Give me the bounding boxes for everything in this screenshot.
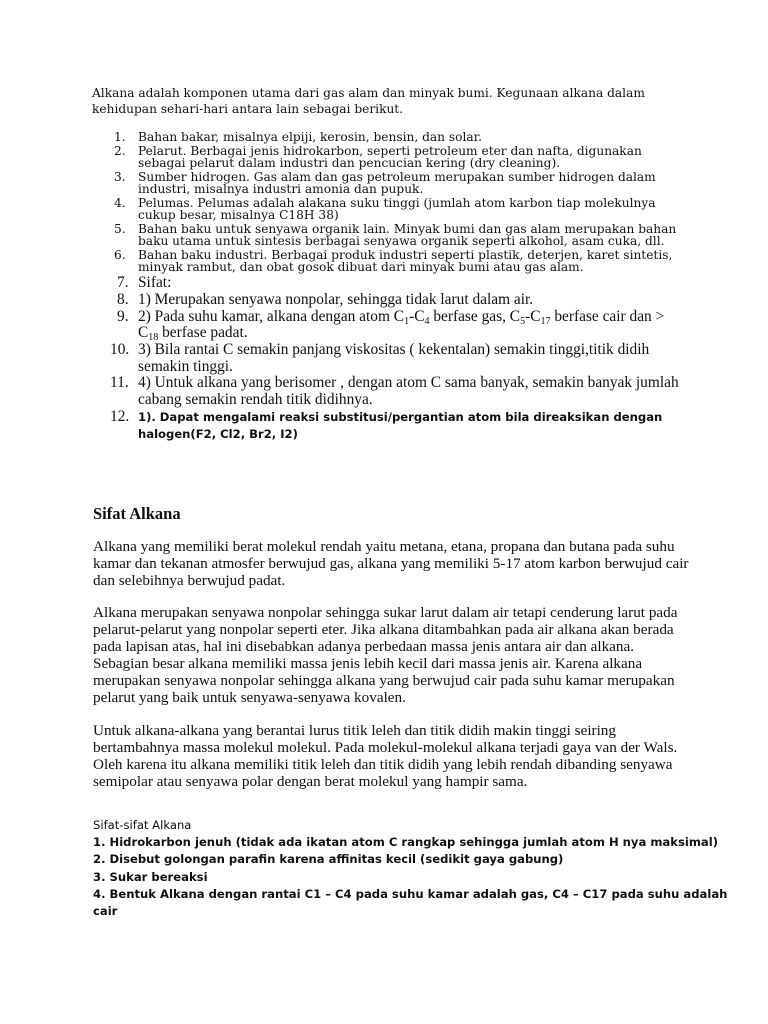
- list-text: [138, 309, 682, 342]
- list-text: 1). Dapat mengalami reaksi substitusi/pergantian atom bila direaksikan dengan halogen(F2, Cl2, Br2, I2): [138, 409, 663, 441]
- list-item: [92, 171, 682, 196]
- subscript: 1: [404, 315, 410, 327]
- subscript: 4: [424, 315, 430, 327]
- paragraph: Untuk alkana-alkana yang berantai lurus titik leleh dan titik didih makin tinggi seiring bertambahnya massa molekul molekul. Pada molekul-molekul alkana terjadi gaya van der Wals. Oleh karena itu alkana memiliki titik leleh dan titik didih yang lebih rendah dibanding senyawa semipolar atau senyawa polar dengan berat molekul yang hampir sama.: [93, 722, 678, 791]
- list-text: Bahan bakar, misalnya elpiji, kerosin, bensin, dan solar.: [138, 130, 483, 144]
- list-number: 8.: [117, 290, 129, 308]
- text-run: 2) Pada suhu kamar, alkana dengan atom C: [138, 307, 405, 325]
- subscript: 18: [148, 332, 159, 344]
- list-number: 7.: [117, 274, 129, 292]
- sifat-title: Sifat-sifat Alkana: [93, 818, 192, 832]
- list-number: 10.: [110, 341, 130, 359]
- list-text: Pelumas. Pelumas adalah alakana suku tinggi (jumlah atom karbon tiap molekulnya cukup besar, misalnya C18H 38): [138, 195, 656, 223]
- list-text: Pelarut. Berbagai jenis hidrokarbon, seperti petroleum eter dan nafta, digunakan sebagai pelarut dalam industri dan pencucian kering (dry cleaning).: [138, 143, 642, 171]
- list-text: 3) Bila rantai C semakin panjang viskositas ( kekentalan) semakin tinggi,titik didih semakin tinggi.: [138, 341, 650, 375]
- list-text: Sumber hidrogen. Gas alam dan gas petroleum merupakan sumber hidrogen dalam industri, misalnya industri amonia dan pupuk.: [138, 169, 656, 197]
- list-item: [92, 342, 682, 375]
- sifat-item: 1. Hidrokarbon jenuh (tidak ada ikatan atom C rangkap sehingga jumlah atom H nya maksimal): [93, 835, 719, 850]
- text-run: berfase padat.: [158, 324, 248, 342]
- list-item: [92, 275, 682, 292]
- list-item: [92, 292, 682, 309]
- text-run: -C: [409, 307, 425, 325]
- sifat-item: 4. Bentuk Alkana dengan rantai C1 – C4 pada suhu kamar adalah gas, C4 – C17 pada suhu adalah cair: [93, 886, 728, 919]
- sifat-item: 3. Sukar bereaksi: [93, 869, 208, 884]
- text-run: berfase gas, C: [429, 307, 521, 325]
- list-number: 6.: [114, 248, 126, 263]
- sifat-list: [93, 817, 733, 920]
- sifat-item: 2. Disebut golongan parafin karena affinitas kecil (sedikit gaya gabung): [93, 852, 564, 867]
- list-text: Bahan baku industri. Berbagai produk industri seperti plastik, deterjen, karet sintetis, minyak rambut, dan obat gosok dibuat dari minyak bumi atau gas alam.: [138, 248, 673, 275]
- list-number: 5.: [114, 222, 126, 237]
- list-item: [92, 309, 682, 342]
- list-number: 12.: [110, 407, 130, 425]
- section-heading: Sifat Alkana: [93, 504, 181, 523]
- paragraph: Alkana merupakan senyawa nonpolar sehingga sukar larut dalam air tetapi cenderung larut pada pelarut-pelarut yang nonpolar seperti eter. Jika alkana ditambahkan pada air alkana akan berada pada lapisan atas, hal ini disebabkan adanya perbedaan massa jenis antara air dan alkana. Sebagian besar alkana memiliki massa jenis lebih kecil dari massa jenis air. Karena alkana merupakan senyawa nonpolar sehingga alkana yang berwujud cair pada suhu kamar merupakan pelarut yang baik untuk senyawa-senyawa kovalen.: [93, 604, 678, 707]
- list-item: [92, 223, 682, 248]
- subscript: 5: [520, 315, 526, 327]
- list-text: Sifat:: [138, 274, 172, 292]
- list-item: [92, 375, 682, 408]
- list-number: 9.: [117, 307, 129, 325]
- list-number: 3.: [114, 169, 126, 184]
- list-item: [92, 249, 682, 274]
- text-run: -C: [525, 307, 541, 325]
- list-item: [92, 145, 682, 170]
- list-item: [92, 131, 682, 143]
- list-text: Bahan baku untuk senyawa organik lain. Minyak bumi dan gas alam merupakan bahan baku utama untuk sintesis berbagai senyawa organik seperti alkohol, asam cuka, dll.: [138, 222, 677, 249]
- list-item: [92, 197, 682, 222]
- uses-list: [92, 131, 682, 443]
- intro-paragraph: Alkana adalah komponen utama dari gas alam dan minyak bumi. Kegunaan alkana dalam kehidupan sehari-hari antara lain sebagai berikut.: [92, 86, 645, 116]
- subscript: 17: [540, 315, 551, 327]
- list-number: 1.: [114, 130, 126, 144]
- list-number: 11.: [110, 374, 129, 392]
- text-run: berfase cair dan > C: [138, 307, 665, 342]
- paragraph: Alkana yang memiliki berat molekul rendah yaitu metana, etana, propana dan butana pada suhu kamar dan tekanan atmosfer berwujud gas, alkana yang memiliki 5-17 atom karbon berwujud cair dan selebihnya berwujud padat.: [93, 538, 689, 590]
- list-text: 1) Merupakan senyawa nonpolar, sehingga tidak larut dalam air.: [138, 290, 534, 308]
- list-item: [92, 409, 682, 443]
- list-text: 4) Untuk alkana yang berisomer , dengan atom C sama banyak, semakin banyak jumlah cabang semakin rendah titik didihnya.: [138, 374, 679, 409]
- list-number: 2.: [114, 143, 126, 158]
- list-number: 4.: [114, 195, 126, 210]
